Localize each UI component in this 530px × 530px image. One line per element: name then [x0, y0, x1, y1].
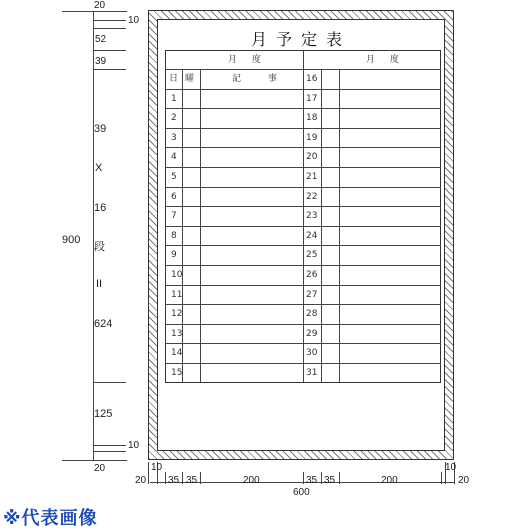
dim-total-width: 600: [293, 487, 310, 498]
dim-vertical: [93, 11, 94, 461]
dim-line-top: [62, 11, 127, 12]
day-number-left: 15: [171, 368, 183, 378]
dim-title-height: 52: [95, 34, 107, 45]
dim-line-bottom-inner-a: [93, 445, 126, 446]
dim-header-height: 39: [95, 56, 107, 67]
day-number-right: 30: [306, 348, 318, 358]
dim-col-day-left: 35: [168, 475, 180, 486]
dim-line-header: [93, 50, 126, 51]
tick-col-7: [441, 472, 442, 484]
dim-bottom-area: 125: [94, 408, 113, 420]
day-number-left: 10: [171, 270, 183, 280]
day-number-left: 4: [171, 152, 177, 162]
dim-rows-a: 39: [94, 123, 107, 135]
day-number-right: 26: [306, 270, 318, 280]
day-number-left: 14: [171, 348, 183, 358]
day-number-left: 6: [171, 192, 177, 202]
day-number-right: 31: [306, 368, 318, 378]
table-row-line: [165, 206, 441, 207]
header-month-left: 月 度: [228, 55, 267, 65]
dim-line-top-inner: [93, 20, 126, 21]
day-number-right: 22: [306, 192, 318, 202]
dim-inner-left: 10: [151, 462, 163, 473]
board-title: 月予定表: [250, 30, 351, 49]
dim-line-title: [93, 28, 126, 29]
dim-line-rows-top: [93, 69, 126, 70]
dim-rows-c: 16: [94, 202, 107, 214]
day-number-left: 12: [171, 309, 183, 319]
dim-col-day-right: 35: [306, 475, 318, 486]
day-number-left: 13: [171, 329, 183, 339]
day-number-right: 18: [306, 113, 318, 123]
col-day-label: 日: [169, 74, 179, 84]
dim-col-note-right: 200: [381, 475, 398, 486]
dim-col-weekday-left: 35: [186, 475, 198, 486]
day-number-left: 2: [171, 113, 177, 123]
tick-col-1: [165, 472, 166, 484]
dim-line-rows-bottom: [93, 382, 126, 383]
day-number-left: 7: [171, 211, 177, 221]
dim-col-weekday-right: 35: [324, 475, 336, 486]
dim-top-inner: 10: [128, 15, 140, 26]
day-number-left: 5: [171, 172, 177, 182]
day-number-right: 21: [306, 172, 318, 182]
day-number-right: 24: [306, 231, 318, 241]
table-row-line: [165, 89, 441, 90]
day-number-right: 20: [306, 152, 318, 162]
day-number-left: 8: [171, 231, 177, 241]
col-note-label: 記 事: [232, 74, 289, 84]
dim-outer-right: 20: [458, 475, 470, 486]
dim-bottom-inner: 10: [128, 440, 140, 451]
col-line-weekday-left: [200, 69, 201, 383]
header-month-right: 月 度: [366, 55, 405, 65]
table-center-divider: [303, 50, 304, 383]
dim-rows-f: 624: [94, 318, 113, 330]
dim-line-bottom: [62, 460, 127, 461]
day-number-right: 27: [306, 290, 318, 300]
dim-rows-e: II: [96, 278, 103, 290]
day-number-left: 1: [171, 94, 177, 104]
dim-bottom-margin: 20: [94, 463, 106, 474]
col-weekday-label: 曜: [185, 74, 195, 84]
table-row-line: [165, 128, 441, 129]
dim-line-bottom-inner-b: [93, 451, 126, 452]
dim-top-margin: 20: [94, 0, 106, 11]
dim-rows-b: X: [95, 162, 103, 174]
tick-col-4: [303, 472, 304, 484]
table-row-line: [165, 363, 441, 364]
table-row-line: [165, 265, 441, 266]
table-row-line: [165, 245, 441, 246]
day-number-right: 29: [306, 329, 318, 339]
tick-col-6: [339, 472, 340, 484]
col-line-weekday-right: [339, 69, 340, 383]
table-row-line: [165, 187, 441, 188]
col-line-day-right: [321, 69, 322, 383]
dim-inner-right: 10: [445, 462, 457, 473]
tick-col-3: [200, 472, 201, 484]
day-number-right: 17: [306, 94, 318, 104]
table-row-line: [165, 324, 441, 325]
day-number-left: 9: [171, 250, 177, 260]
dim-col-note-left: 200: [243, 475, 260, 486]
day-number-right: 25: [306, 250, 318, 260]
tick-col-5: [321, 472, 322, 484]
day-number-right: 19: [306, 133, 318, 143]
tick-outer-left: [148, 462, 149, 484]
table-row-line: [165, 343, 441, 344]
table-row-line: [165, 167, 441, 168]
day-number-left: 3: [171, 133, 177, 143]
table-row-line: [165, 108, 441, 109]
table-row-line: [165, 285, 441, 286]
dim-total-height: 900: [62, 234, 81, 246]
table-row-line: [165, 304, 441, 305]
table-row-line: [165, 147, 441, 148]
day-number-right: 28: [306, 309, 318, 319]
dim-outer-left: 20: [135, 475, 147, 486]
dim-rows-d: 段: [94, 241, 105, 253]
day-number-left: 11: [171, 290, 183, 300]
day-number-right: 23: [306, 211, 318, 221]
table-row-line: [165, 226, 441, 227]
tick-col-2: [182, 472, 183, 484]
representative-image-caption: ※代表画像: [3, 508, 98, 529]
day-number-right: 16: [306, 74, 318, 84]
